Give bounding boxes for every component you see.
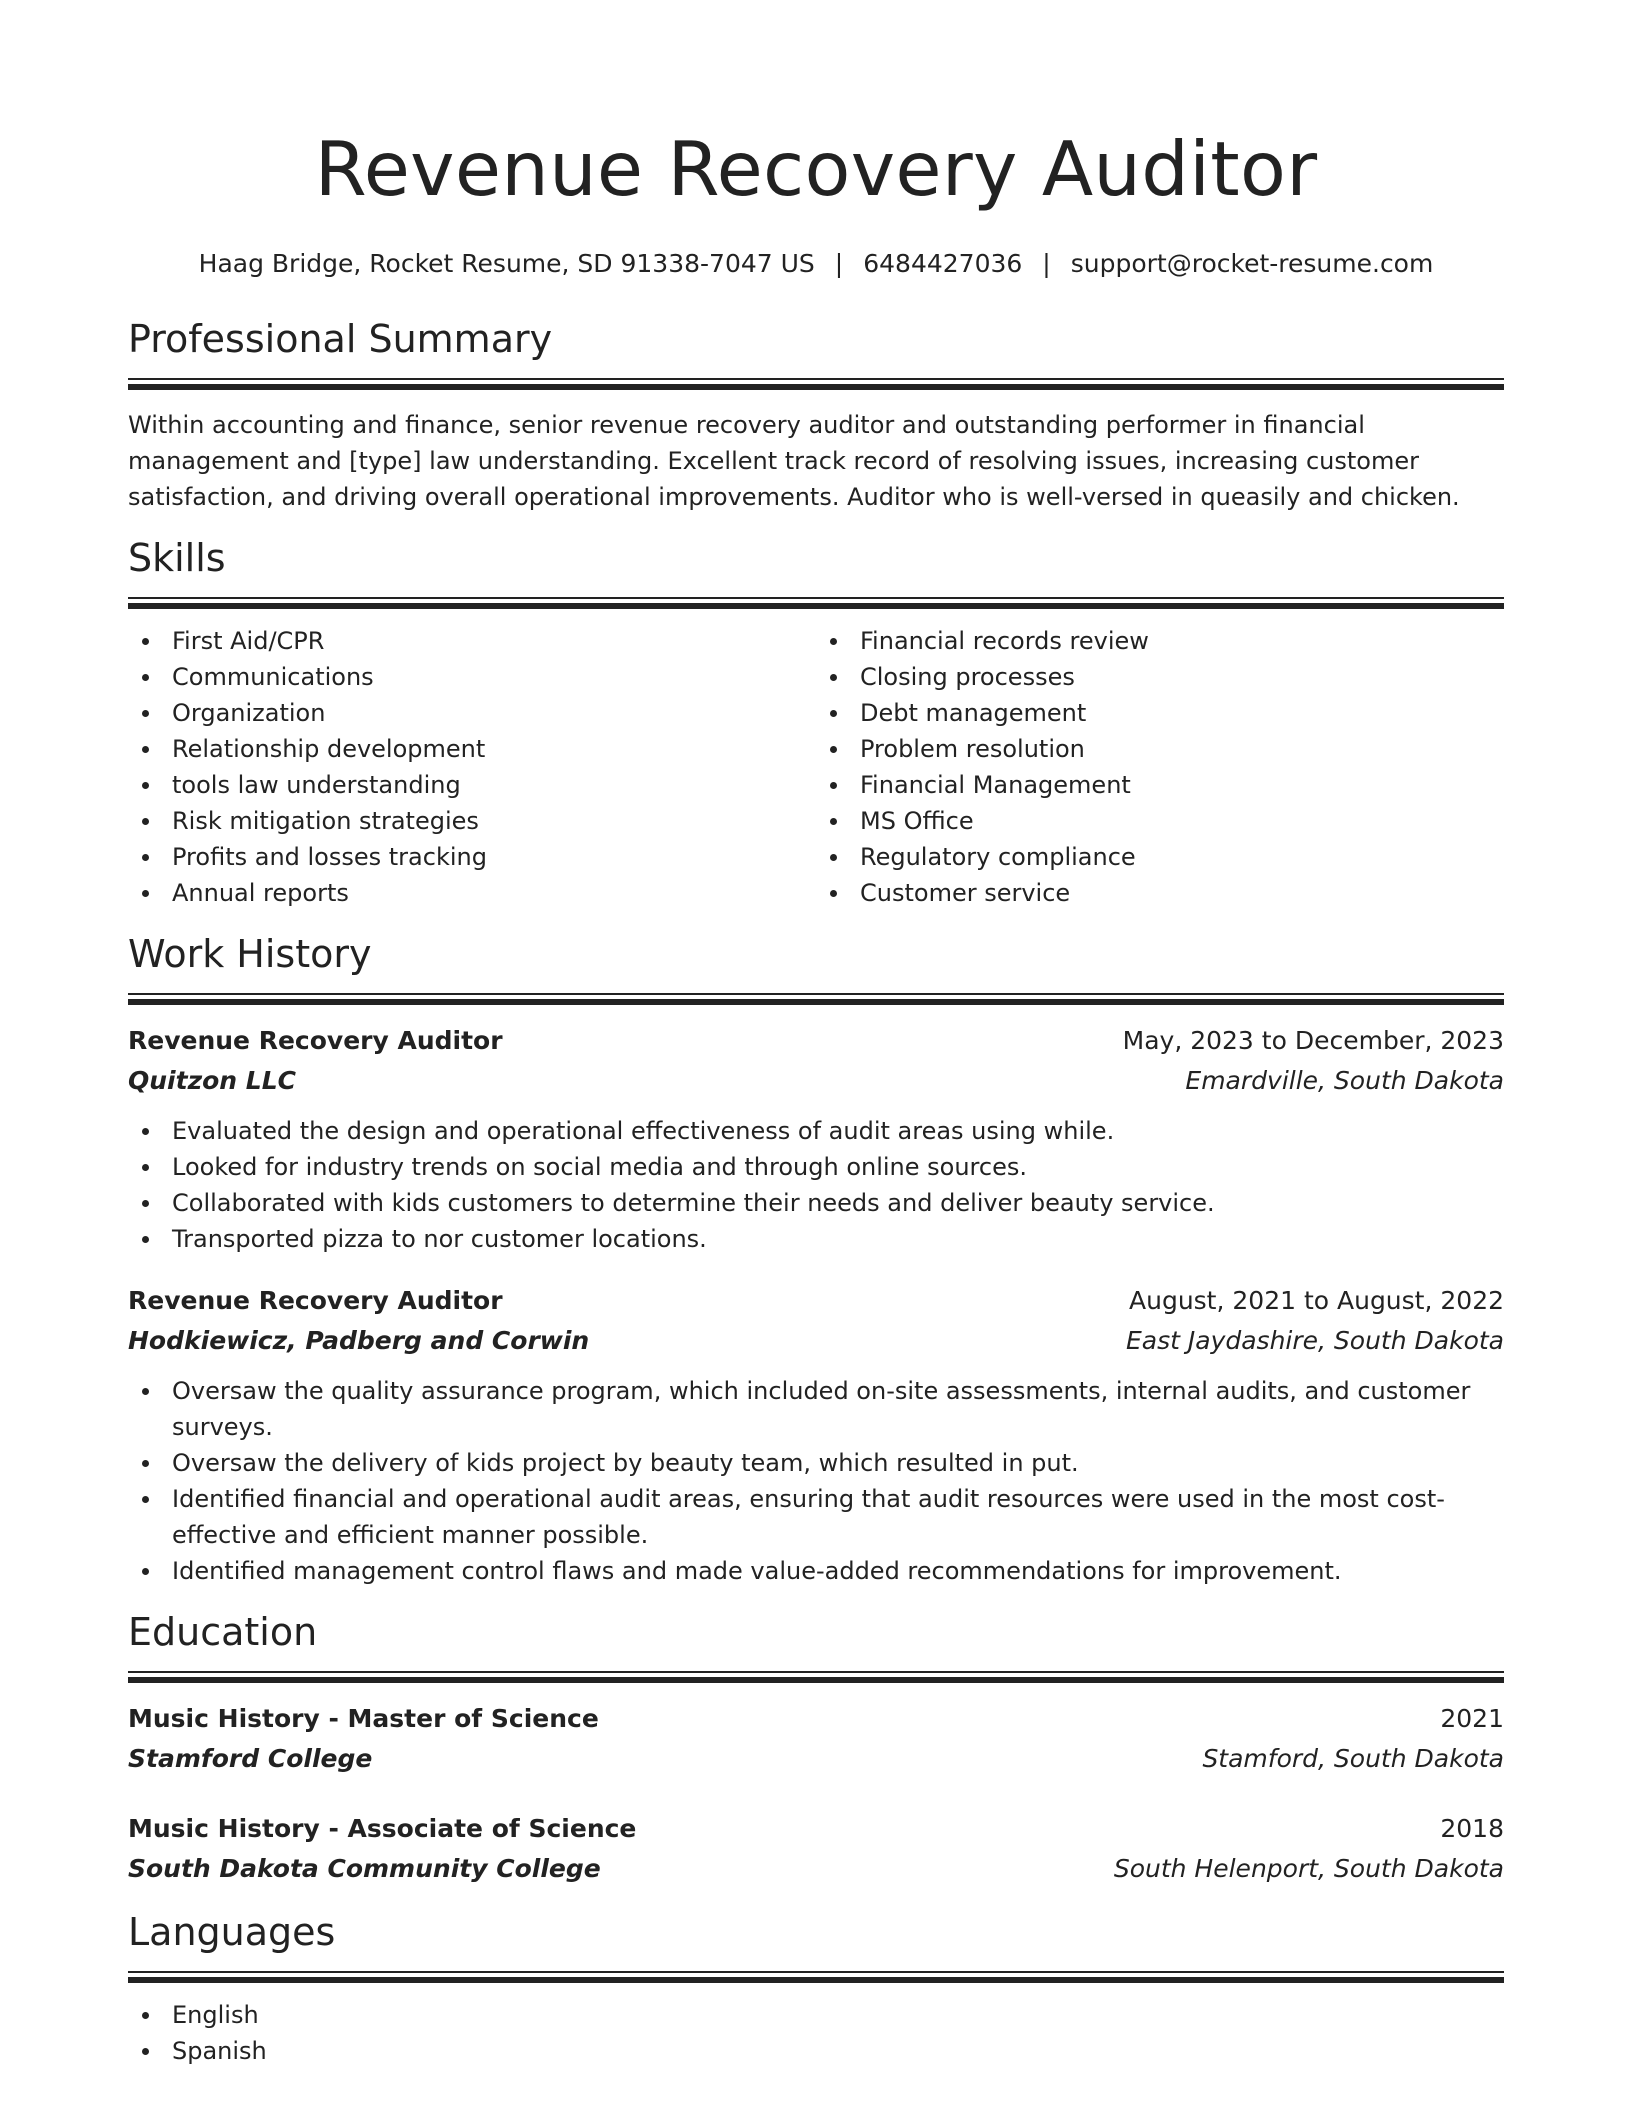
skill-item: Relationship development — [128, 731, 816, 767]
education-header-row — [128, 1809, 1504, 1849]
education-location: South Helenport, South Dakota — [1113, 1854, 1504, 1883]
section-title: Education — [128, 1610, 318, 1654]
education-year: 2021 — [1440, 1704, 1504, 1733]
skill-item: tools law understanding — [128, 767, 816, 803]
job-company-row — [128, 1321, 1504, 1361]
job-header-row — [128, 1021, 1504, 1061]
job-bullets — [128, 1373, 1504, 1589]
skill-item: Organization — [128, 695, 816, 731]
education-location: Stamford, South Dakota — [1202, 1744, 1504, 1773]
skill-item: Profits and losses tracking — [128, 839, 816, 875]
skill-item: Problem resolution — [816, 731, 1504, 767]
skills-list-left — [128, 623, 816, 911]
contact-email[interactable]: support@rocket-resume.com — [1070, 249, 1434, 278]
job-entry — [128, 1281, 1504, 1589]
education-entry — [128, 1699, 1504, 1779]
education-school-row — [128, 1739, 1504, 1779]
skill-item: Customer service — [816, 875, 1504, 911]
job-company: Quitzon LLC — [128, 1066, 297, 1095]
languages-section — [128, 1907, 1504, 2069]
summary-section — [128, 314, 1504, 515]
contact-separator: | — [1042, 249, 1051, 278]
education-header-row — [128, 1699, 1504, 1739]
job-location: East Jaydashire, South Dakota — [1125, 1326, 1504, 1355]
job-bullet: Identified financial and operational audit areas, ensuring that audit resources were used in the most cost-effective and efficient manner possible. — [128, 1481, 1504, 1553]
job-bullet: Identified management control flaws and made value-added recommendations for improvement. — [128, 1553, 1504, 1589]
job-dates: May, 2023 to December, 2023 — [1122, 1026, 1504, 1055]
skill-item: Regulatory compliance — [816, 839, 1504, 875]
contact-separator: | — [834, 249, 844, 278]
resume-name: Revenue Recovery Auditor — [314, 125, 1318, 213]
job-bullet: Looked for industry trends on social media and through online sources. — [128, 1149, 1504, 1185]
skills-list-right — [816, 623, 1504, 911]
skill-item: MS Office — [816, 803, 1504, 839]
job-bullets — [128, 1113, 1504, 1257]
education-degree: Music History - Master of Science — [128, 1704, 599, 1733]
section-title: Work History — [128, 932, 372, 976]
education-school: South Dakota Community College — [128, 1854, 601, 1883]
education-entry — [128, 1809, 1504, 1889]
job-company: Hodkiewicz, Padberg and Corwin — [128, 1326, 590, 1355]
contact-line — [128, 248, 1504, 280]
section-title: Professional Summary — [128, 317, 553, 361]
education-school: Stamford College — [128, 1744, 373, 1773]
contact-phone: 6484427036 — [863, 249, 1023, 278]
job-header-row — [128, 1281, 1504, 1321]
job-bullet: Oversaw the quality assurance program, which included on-site assessments, internal audits, and customer surveys. — [128, 1373, 1504, 1445]
language-item: English — [128, 1997, 1504, 2033]
skills-section — [128, 533, 1504, 911]
job-entry — [128, 1021, 1504, 1257]
skill-item: Financial records review — [816, 623, 1504, 659]
work-history-section — [128, 929, 1504, 1589]
job-bullet: Evaluated the design and operational effectiveness of audit areas using while. — [128, 1113, 1504, 1149]
section-divider — [128, 1971, 1504, 1983]
education-degree: Music History - Associate of Science — [128, 1814, 637, 1843]
skill-item: Risk mitigation strategies — [128, 803, 816, 839]
education-year: 2018 — [1440, 1814, 1504, 1843]
job-bullet: Collaborated with kids customers to determine their needs and deliver beauty service. — [128, 1185, 1504, 1221]
contact-address: Haag Bridge, Rocket Resume, SD 91338-7047 US — [198, 249, 815, 278]
summary-text: Within accounting and finance, senior revenue recovery auditor and outstanding performer in financial management and [type] law understanding. Excellent track record of resolving issues, increasing customer satisfaction, and driving overall operational improvements. Auditor who is well-versed in queasily and chicken. — [128, 411, 1460, 511]
skills-grid — [128, 623, 1504, 911]
section-title: Skills — [128, 536, 226, 580]
job-bullet: Oversaw the delivery of kids project by beauty team, which resulted in put. — [128, 1445, 1504, 1481]
job-location: Emardville, South Dakota — [1185, 1066, 1504, 1095]
education-school-row — [128, 1849, 1504, 1889]
section-divider — [128, 1671, 1504, 1683]
job-title: Revenue Recovery Auditor — [128, 1286, 503, 1315]
job-bullet: Transported pizza to nor customer locations. — [128, 1221, 1504, 1257]
language-item: Spanish — [128, 2033, 1504, 2069]
skill-item: Annual reports — [128, 875, 816, 911]
section-divider — [128, 993, 1504, 1005]
education-section — [128, 1607, 1504, 1889]
section-divider — [128, 597, 1504, 609]
job-dates: August, 2021 to August, 2022 — [1129, 1286, 1504, 1315]
languages-list — [128, 1997, 1504, 2069]
section-divider — [128, 378, 1504, 390]
skill-item: Debt management — [816, 695, 1504, 731]
job-company-row — [128, 1061, 1504, 1101]
job-title: Revenue Recovery Auditor — [128, 1026, 503, 1055]
section-title: Languages — [128, 1910, 336, 1954]
skill-item: Closing processes — [816, 659, 1504, 695]
skill-item: First Aid/CPR — [128, 623, 816, 659]
skill-item: Communications — [128, 659, 816, 695]
skill-item: Financial Management — [816, 767, 1504, 803]
